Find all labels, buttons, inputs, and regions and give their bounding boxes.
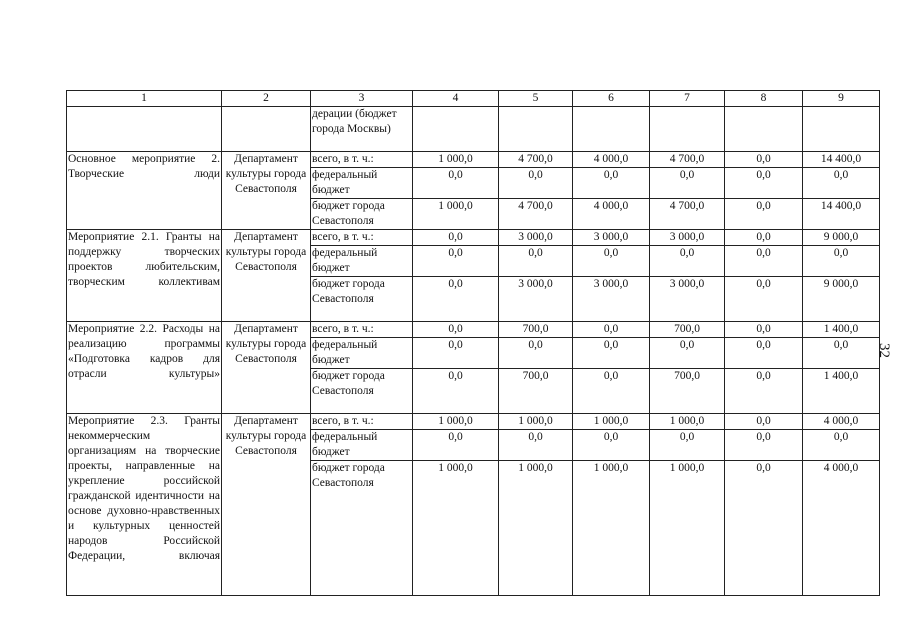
value-cell: 0,0: [725, 461, 803, 596]
value-cell: 0,0: [573, 322, 650, 338]
funding-source-cell: бюджет города Севастополя: [311, 277, 413, 322]
value-cell: 0,0: [413, 430, 499, 461]
value-cell: 3 000,0: [499, 277, 573, 322]
value-cell: [499, 107, 573, 152]
value-cell: 0,0: [413, 168, 499, 199]
table-body: [67, 91, 880, 596]
value-cell: 0,0: [725, 168, 803, 199]
value-cell: 0,0: [650, 168, 725, 199]
value-cell: [650, 107, 725, 152]
measure-name-cell: Мероприятие 2.1. Гранты на поддержку творческих проектов любительским, творческим коллективам: [67, 230, 222, 322]
value-cell: 1 000,0: [573, 414, 650, 430]
measure-name-cell: [67, 107, 222, 152]
value-cell: 1 000,0: [413, 461, 499, 596]
value-cell: 0,0: [499, 246, 573, 277]
value-cell: 1 000,0: [573, 461, 650, 596]
table-row: [67, 230, 880, 246]
value-cell: 0,0: [725, 322, 803, 338]
column-header: 1: [67, 91, 222, 107]
measure-name-cell: Мероприятие 2.2. Расходы на реализацию программы «Подготовка кадров для отрасли культуры»: [67, 322, 222, 414]
responsible-cell: Департамент культуры города Севастополя: [222, 322, 311, 414]
value-cell: 0,0: [803, 246, 880, 277]
value-cell: 700,0: [499, 322, 573, 338]
value-cell: 0,0: [803, 168, 880, 199]
value-cell: 3 000,0: [650, 277, 725, 322]
value-cell: 4 700,0: [499, 152, 573, 168]
value-cell: 0,0: [725, 199, 803, 230]
funding-source-cell: федеральный бюджет: [311, 430, 413, 461]
value-cell: 3 000,0: [499, 230, 573, 246]
value-cell: 0,0: [573, 369, 650, 414]
value-cell: 0,0: [573, 246, 650, 277]
column-header: 4: [413, 91, 499, 107]
funding-source-cell: бюджет города Севастополя: [311, 461, 413, 596]
value-cell: 0,0: [725, 414, 803, 430]
value-cell: 0,0: [413, 322, 499, 338]
value-cell: 0,0: [413, 230, 499, 246]
value-cell: 0,0: [499, 430, 573, 461]
funding-source-cell: всего, в т. ч.:: [311, 230, 413, 246]
funding-source-cell: дерации (бюджет города Москвы): [311, 107, 413, 152]
header-row: [67, 91, 880, 107]
value-cell: 0,0: [725, 338, 803, 369]
value-cell: [803, 107, 880, 152]
value-cell: 3 000,0: [573, 277, 650, 322]
measure-name-cell: Основное мероприятие 2. Творческие люди: [67, 152, 222, 230]
value-cell: 0,0: [803, 430, 880, 461]
value-cell: 0,0: [725, 369, 803, 414]
value-cell: 4 700,0: [650, 152, 725, 168]
responsible-cell: Департамент культуры города Севастополя: [222, 414, 311, 596]
value-cell: [413, 107, 499, 152]
responsible-cell: Департамент культуры города Севастополя: [222, 152, 311, 230]
funding-source-cell: бюджет города Севастополя: [311, 369, 413, 414]
value-cell: 0,0: [573, 430, 650, 461]
responsible-cell: Департамент культуры города Севастополя: [222, 230, 311, 322]
value-cell: 0,0: [725, 277, 803, 322]
responsible-cell: [222, 107, 311, 152]
value-cell: 1 000,0: [413, 199, 499, 230]
column-header: 9: [803, 91, 880, 107]
value-cell: 0,0: [499, 338, 573, 369]
table-row: [67, 322, 880, 338]
value-cell: 0,0: [413, 338, 499, 369]
value-cell: 1 000,0: [413, 152, 499, 168]
value-cell: 0,0: [573, 338, 650, 369]
column-header: 8: [725, 91, 803, 107]
value-cell: 1 400,0: [803, 369, 880, 414]
column-header: 2: [222, 91, 311, 107]
funding-source-cell: всего, в т. ч.:: [311, 322, 413, 338]
table-row: [67, 414, 880, 430]
value-cell: 0,0: [725, 230, 803, 246]
value-cell: 4 700,0: [499, 199, 573, 230]
value-cell: 0,0: [650, 430, 725, 461]
value-cell: 0,0: [803, 338, 880, 369]
value-cell: 0,0: [499, 168, 573, 199]
value-cell: [725, 107, 803, 152]
table-row: [67, 152, 880, 168]
value-cell: 9 000,0: [803, 230, 880, 246]
funding-source-cell: всего, в т. ч.:: [311, 414, 413, 430]
funding-source-cell: федеральный бюджет: [311, 338, 413, 369]
continuation-row: [67, 107, 880, 152]
value-cell: 3 000,0: [650, 230, 725, 246]
column-header: 3: [311, 91, 413, 107]
value-cell: [573, 107, 650, 152]
value-cell: 0,0: [725, 430, 803, 461]
value-cell: 0,0: [650, 246, 725, 277]
value-cell: 1 000,0: [650, 414, 725, 430]
value-cell: 4 000,0: [573, 152, 650, 168]
column-header: 5: [499, 91, 573, 107]
column-header: 6: [573, 91, 650, 107]
value-cell: 1 000,0: [413, 414, 499, 430]
value-cell: 0,0: [573, 168, 650, 199]
value-cell: 0,0: [725, 152, 803, 168]
funding-source-cell: федеральный бюджет: [311, 246, 413, 277]
budget-table: [66, 90, 880, 596]
page-number: 32: [876, 343, 892, 358]
value-cell: 4 000,0: [803, 461, 880, 596]
value-cell: 1 400,0: [803, 322, 880, 338]
funding-source-cell: бюджет города Севастополя: [311, 199, 413, 230]
value-cell: 1 000,0: [499, 414, 573, 430]
value-cell: 4 000,0: [803, 414, 880, 430]
value-cell: 0,0: [725, 246, 803, 277]
value-cell: 9 000,0: [803, 277, 880, 322]
value-cell: 1 000,0: [650, 461, 725, 596]
column-header: 7: [650, 91, 725, 107]
value-cell: 0,0: [413, 369, 499, 414]
funding-source-cell: всего, в т. ч.:: [311, 152, 413, 168]
value-cell: 700,0: [650, 369, 725, 414]
value-cell: 4 700,0: [650, 199, 725, 230]
value-cell: 1 000,0: [499, 461, 573, 596]
funding-source-cell: федеральный бюджет: [311, 168, 413, 199]
value-cell: 0,0: [413, 246, 499, 277]
value-cell: 700,0: [499, 369, 573, 414]
value-cell: 14 400,0: [803, 152, 880, 168]
value-cell: 14 400,0: [803, 199, 880, 230]
value-cell: 700,0: [650, 322, 725, 338]
value-cell: 3 000,0: [573, 230, 650, 246]
value-cell: 0,0: [413, 277, 499, 322]
measure-name-cell: Мероприятие 2.3. Гранты некоммерческим организациям на творческие проекты, направленные на укрепление российской гражданской идентичности на основе духовно-нравственных и культурных ценностей народов Российской Федерации, включая: [67, 414, 222, 596]
value-cell: 0,0: [650, 338, 725, 369]
value-cell: 4 000,0: [573, 199, 650, 230]
